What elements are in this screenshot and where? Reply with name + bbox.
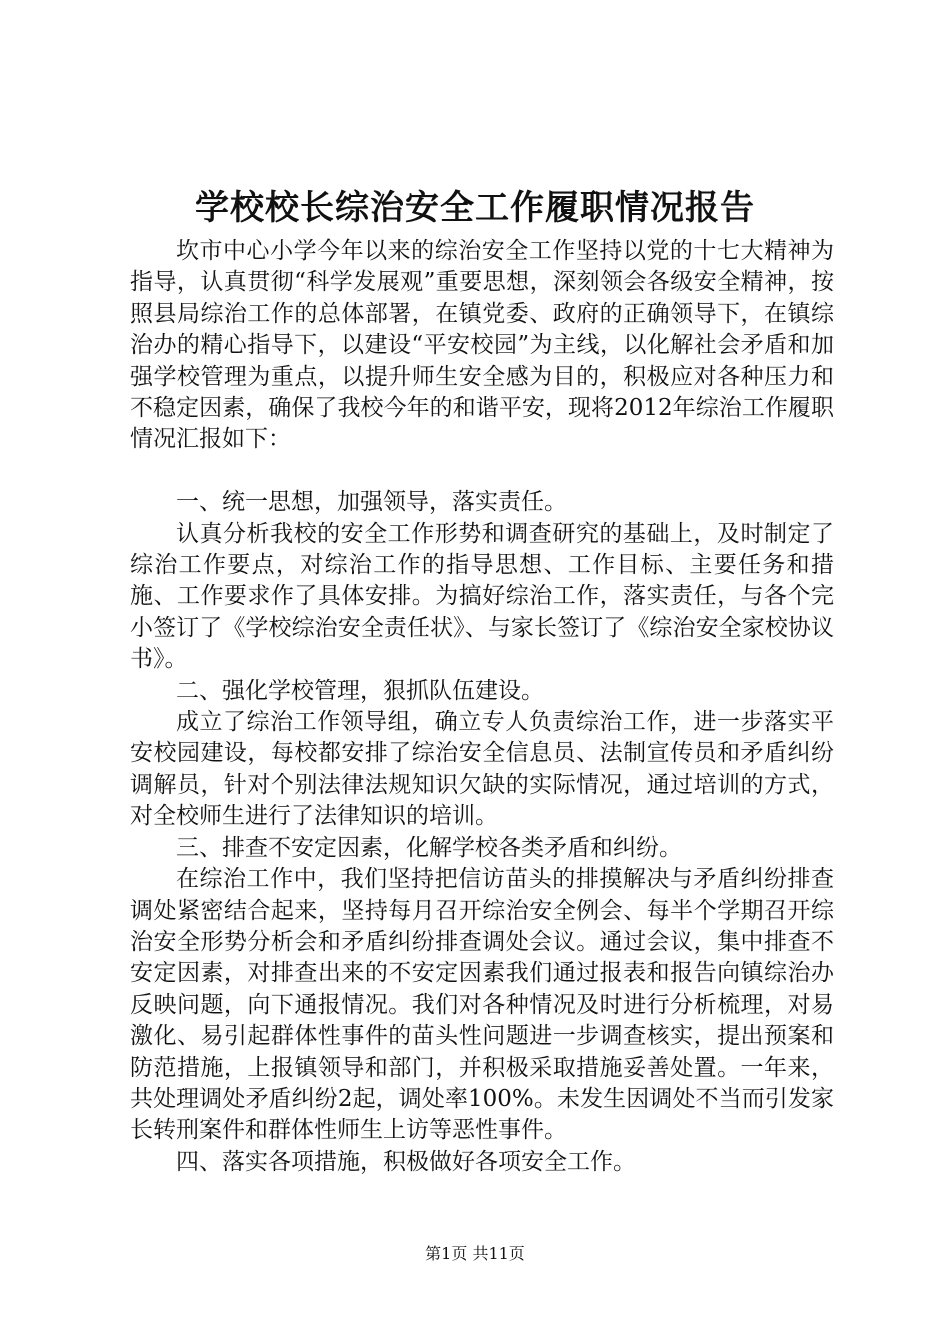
section-paragraph-3: 在综治工作中，我们坚持把信访苗头的排摸解决与矛盾纠纷排查调处紧密结合起来，坚持每月召开综治安全例会、每半个学期召开综治安全形势分析会和矛盾纠纷排查调处会议。通过会议，集中排查不安定因素，对排查出来的不安定因素我们通过报表和报告向镇综治办反映问题，向下通报情况。我们对各种情况及时进行分析梳理，对易激化、易引起群体性事件的苗头性问题进一步调查核实，提出预案和防范措施，上报镇领导和部门，并积极采取措施妥善处置。一年来，共处理调处矛盾纠纷2起，调处率100%。未发生因调处不当而引发家长转刑案件和群体性师生上访等恶性事件。: [130, 866, 834, 1144]
document-body: [130, 236, 834, 1178]
section-heading-2: 二、强化学校管理，狠抓队伍建设。: [176, 677, 544, 704]
document-title: 学校校长综治安全工作履职情况报告: [195, 188, 755, 228]
intro-paragraph: 坎市中心小学今年以来的综治安全工作坚持以党的十七大精神为指导，认真贯彻“科学发展观”重要思想，深刻领会各级安全精神，按照县局综治工作的总体部署，在镇党委、政府的正确领导下，在镇综治办的精心指导下，以建设“平安校园”为主线，以化解社会矛盾和加强学校管理为重点，以提升师生安全感为目的，积极应对各种压力和不稳定因素，确保了我校今年的和谐平安，现将2012年综治工作履职情况汇报如下：: [130, 238, 834, 453]
section-heading-1: 一、统一思想，加强领导，落实责任。: [176, 489, 567, 516]
page-footer: 第1页 共11页: [425, 1244, 525, 1263]
section-heading-3: 三、排查不安定因素，化解学校各类矛盾和纠纷。: [176, 834, 682, 861]
section-heading-4: 四、落实各项措施，积极做好各项安全工作。: [176, 1148, 636, 1175]
section-paragraph-1: 认真分析我校的安全工作形势和调查研究的基础上，及时制定了综治工作要点，对综治工作的指导思想、工作目标、主要任务和措施、工作要求作了具体安排。为搞好综治工作，落实责任，与各个完小签订了《学校综治安全责任状》、与家长签订了《综治安全家校协议书》。: [130, 520, 834, 673]
section-paragraph-2: 成立了综治工作领导组，确立专人负责综治工作，进一步落实平安校园建设，每校都安排了综治安全信息员、法制宣传员和矛盾纠纷调解员，针对个别法律法规知识欠缺的实际情况，通过培训的方式，对全校师生进行了法律知识的培训。: [130, 709, 834, 830]
